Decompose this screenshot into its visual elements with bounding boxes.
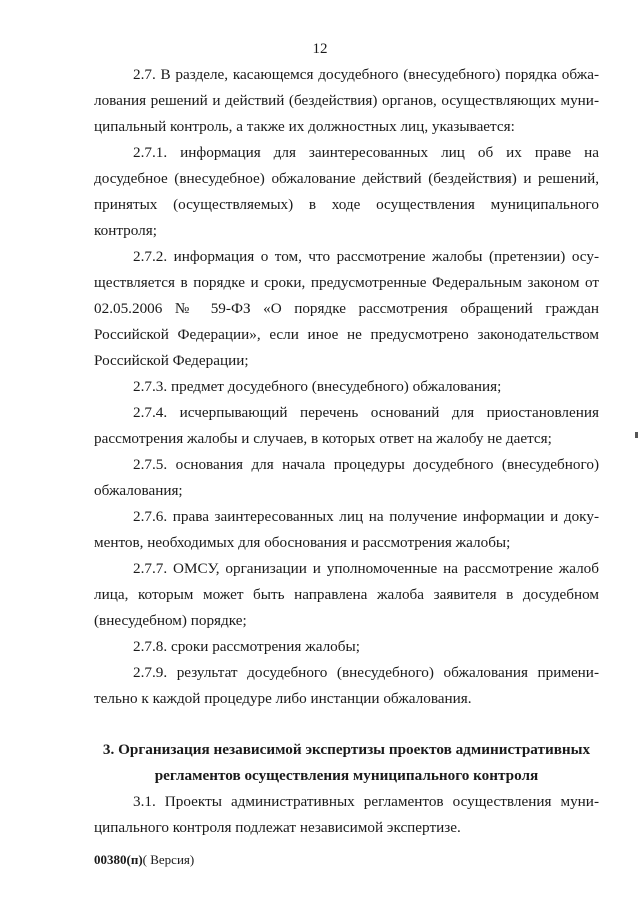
section-spacer bbox=[94, 712, 599, 737]
document-body bbox=[94, 62, 599, 841]
paragraph-2-7-9: 2.7.9. результат досудебного (внесудебного) обжалования применительно к каждой процедуре либо инстанции обжалования. bbox=[94, 664, 599, 707]
paragraph-2-7: 2.7. В разделе, касающемся досудебного (внесудебного) порядка обжалования решений и действий (бездействия) органов, осуществляющих муниципальный контроль, а также их должностных лиц, указывается: bbox=[94, 66, 599, 135]
document-footer bbox=[94, 852, 194, 868]
paragraph-3-1: 3.1. Проекты административных регламентов осуществления муниципального контроля подлежат независимой экспертизе. bbox=[94, 793, 599, 836]
paragraph-2-7-7: 2.7.7. ОМСУ, организации и уполномоченные на рассмотрение жалоб лица, которым может быть направлена жалоба заявителя в досудебном (внесудебном) порядке; bbox=[94, 560, 599, 629]
paragraph-2-7-2: 2.7.2. информация о том, что рассмотрение жалобы (претензии) осуществляется в порядке и сроки, предусмотренные Федеральным законом от 02.05.2006 № 59-ФЗ «О порядке рассмотрения обращений граждан Российской Федерации», если иное не предусмотрено законодательством Российской Федерации; bbox=[94, 248, 599, 369]
paragraph-2-7-8: 2.7.8. сроки рассмотрения жалобы; bbox=[133, 638, 360, 655]
document-code: 00380(п) bbox=[94, 852, 143, 867]
paragraph-2-7-1: 2.7.1. информация для заинтересованных лиц об их праве на досудебное (внесудебное) обжалование действий (бездействия) и решений, принятых (осуществляемых) в ходе осуществления муниципального контроля; bbox=[94, 144, 599, 239]
paragraph-2-7-5: 2.7.5. основания для начала процедуры досудебного (внесудебного) обжалования; bbox=[94, 456, 599, 499]
scan-edge-mark bbox=[635, 432, 638, 438]
paragraph-2-7-6: 2.7.6. права заинтересованных лиц на получение информации и документов, необходимых для обоснования и рассмотрения жалобы; bbox=[94, 508, 599, 551]
paragraph-2-7-4: 2.7.4. исчерпывающий перечень оснований для приостановления рассмотрения жалобы и случаев, в которых ответ на жалобу не дается; bbox=[94, 404, 599, 447]
section-3-heading-line2: регламентов осуществления муниципального контроля bbox=[154, 767, 539, 784]
section-3-heading bbox=[94, 737, 599, 789]
document-version: ( Версия) bbox=[142, 852, 195, 867]
section-3-heading-line1: 3. Организация независимой экспертизы проектов административных bbox=[102, 741, 591, 758]
page-number: 12 bbox=[312, 41, 328, 57]
paragraph-2-7-3: 2.7.3. предмет досудебного (внесудебного) обжалования; bbox=[133, 378, 502, 395]
